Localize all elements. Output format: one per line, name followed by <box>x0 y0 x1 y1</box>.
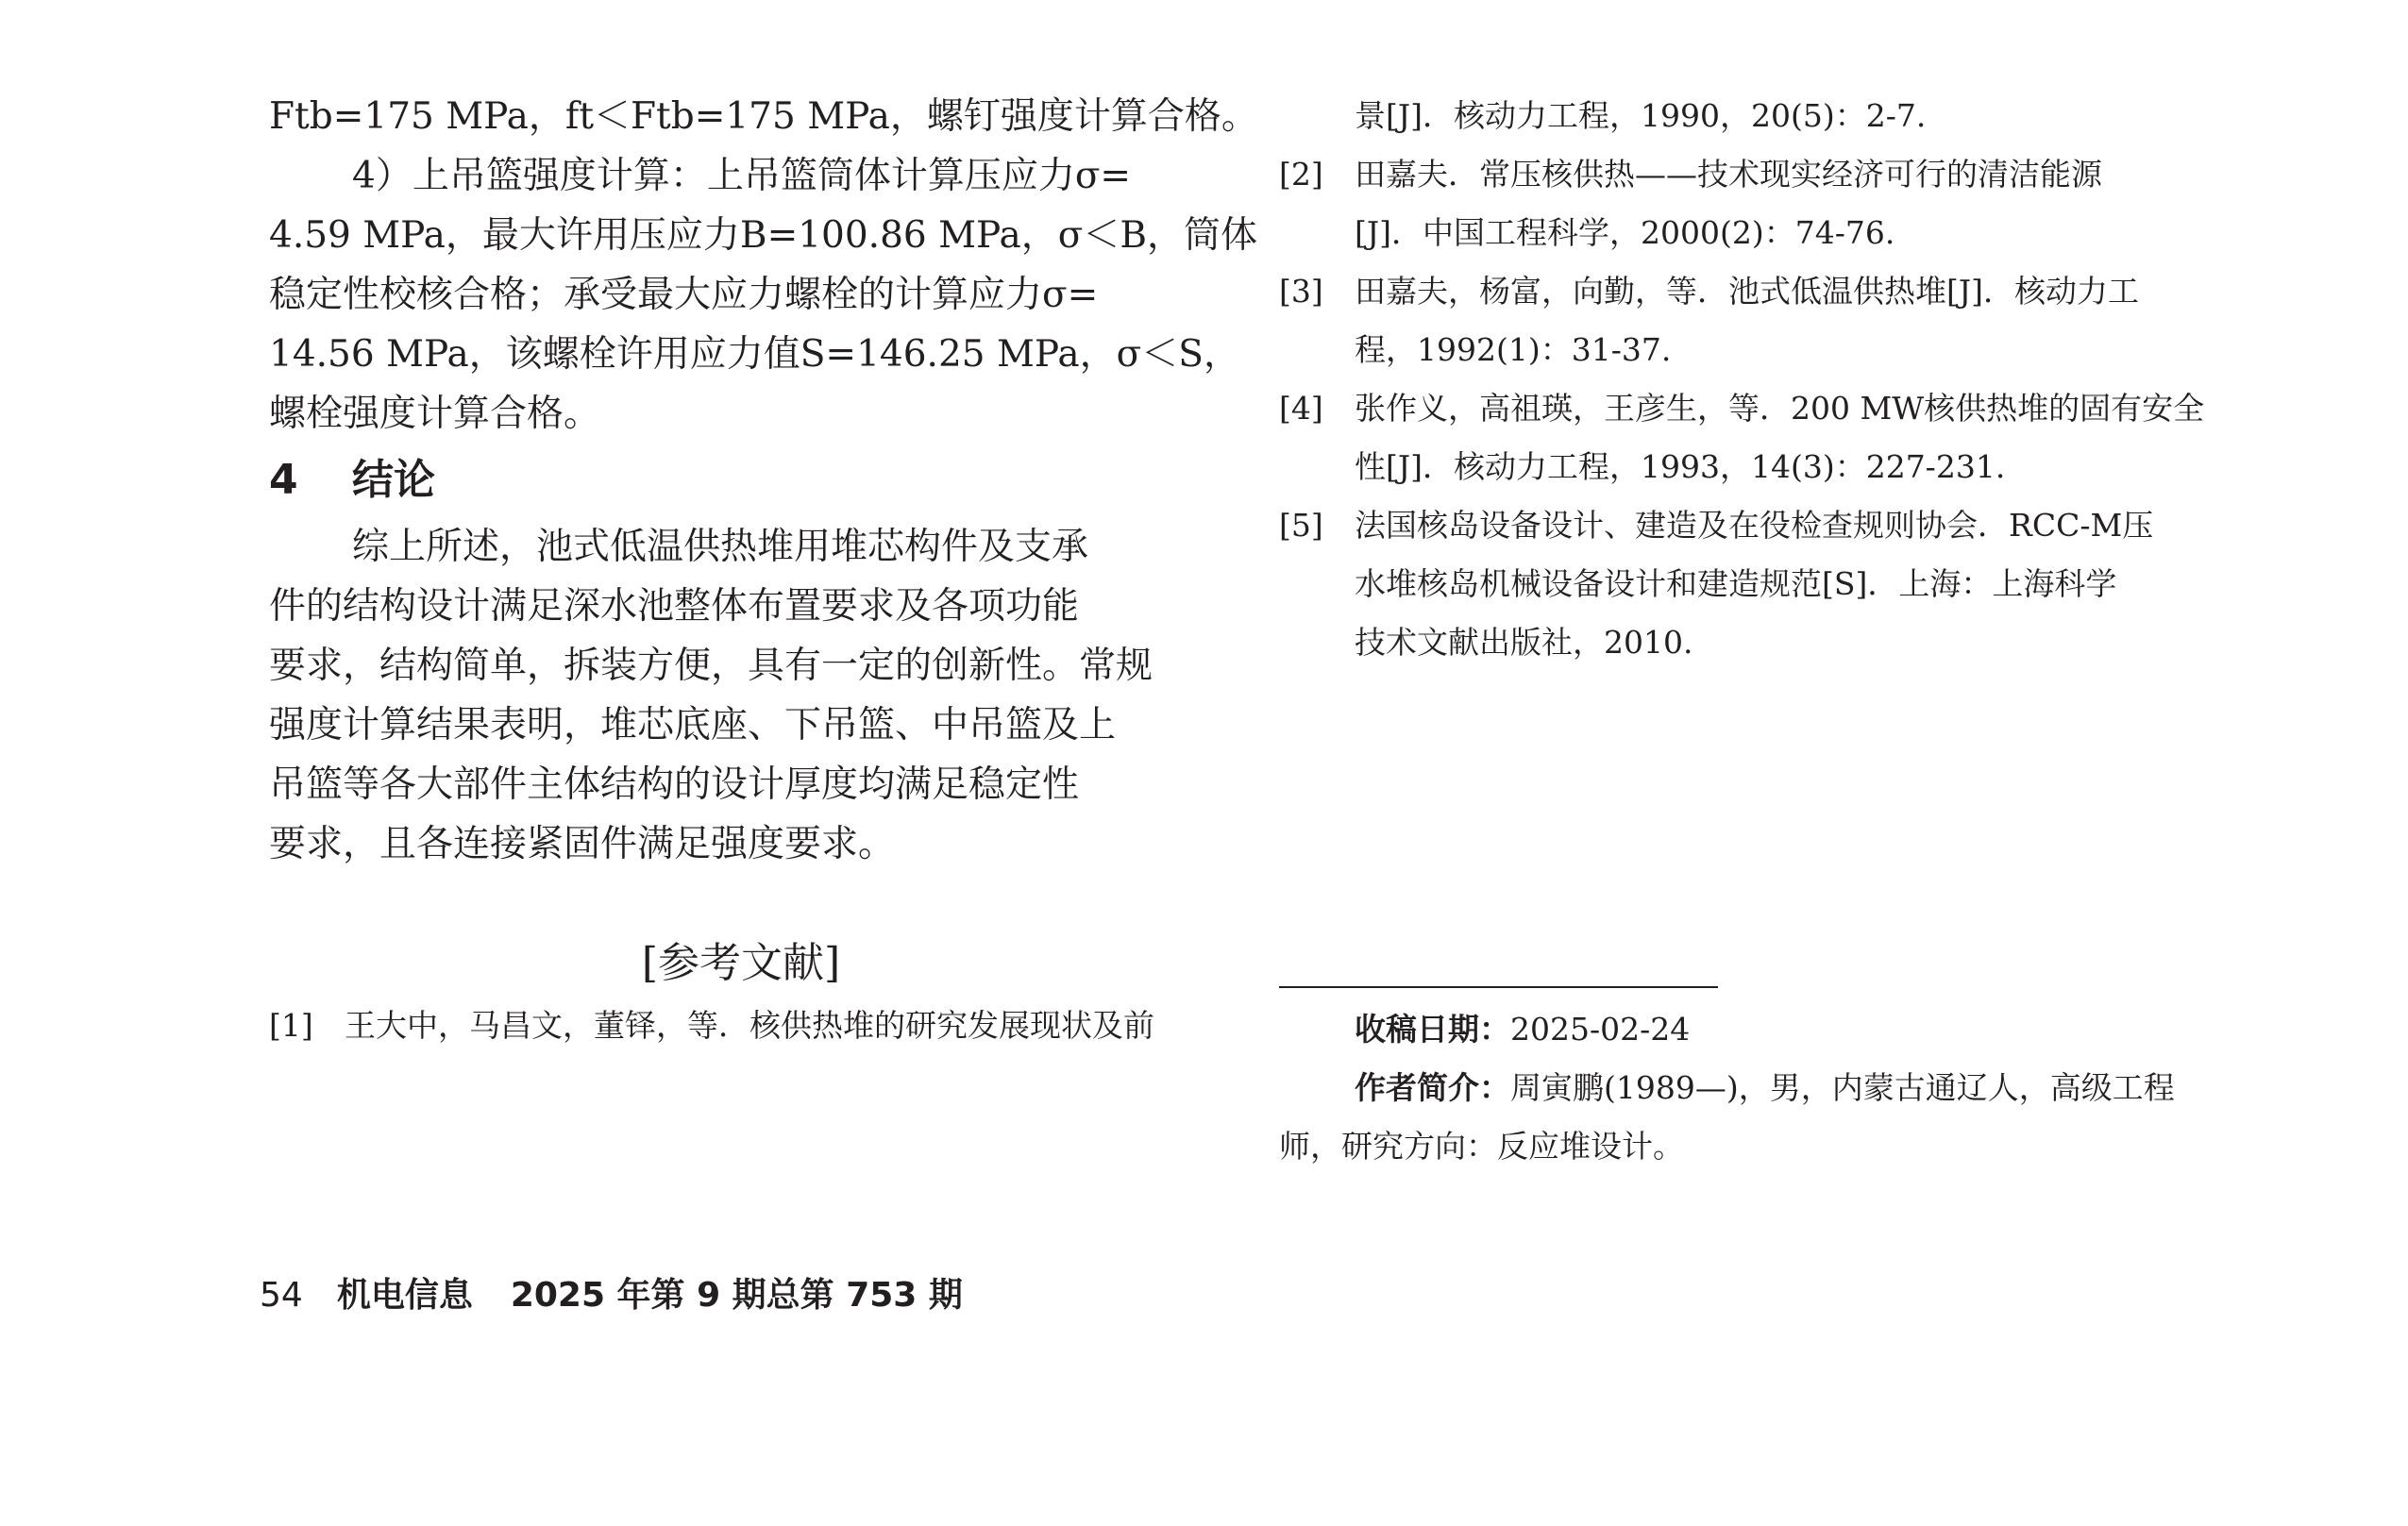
reference-tag: [4] <box>1279 390 1323 427</box>
reference-item <box>1279 379 2223 496</box>
reference-item <box>1279 145 2223 262</box>
reference-text: [J]．中国工程科学，2000(2)：74-76. <box>1355 214 1895 251</box>
page-footer <box>260 1272 963 1319</box>
reference-tag: [1] <box>269 1007 313 1044</box>
text-line: 稳定性校核合格；承受最大应力螺栓的计算应力σ= <box>269 274 1099 316</box>
reference-text: 水堆核岛机械设备设计和建造规范[S]．上海：上海科学 <box>1355 565 2117 602</box>
references-title: [参考文献] <box>641 939 841 987</box>
page-number: 54 <box>260 1276 303 1315</box>
left-column <box>269 87 1258 1055</box>
text-line: Ftb=175 MPa，ft＜Ftb=175 MPa，螺钉强度计算合格。 <box>269 95 1258 138</box>
article-notes <box>1279 1000 2223 1176</box>
text-line: 14.56 MPa，该螺栓许用应力值S=146.25 MPa，σ＜S， <box>269 333 1240 376</box>
text-line: 吊篮等各大部件主体结构的设计厚度均满足稳定性 <box>269 763 1080 806</box>
text-line: 要求，结构简单，拆装方便，具有一定的创新性。常规 <box>269 645 1153 687</box>
text-line: 综上所述，池式低温供热堆用堆芯构件及支承 <box>352 526 1089 568</box>
received-date-line <box>1279 1000 2223 1059</box>
author-line <box>1279 1059 2223 1117</box>
text-line: 螺栓强度计算合格。 <box>269 393 601 435</box>
received-label: 收稿日期： <box>1355 1011 1510 1048</box>
reference-text: 张作义，高祖瑛，王彦生，等．200 MW核供热堆的固有安全 <box>1355 390 2205 427</box>
author-label: 作者简介： <box>1355 1069 1510 1106</box>
author-text: 周寅鹏(1989—)，男，内蒙古通辽人，高级工程 <box>1510 1069 2175 1106</box>
reference-text: 田嘉夫，杨富，向勤，等．池式低温供热堆[J]．核动力工 <box>1355 273 2139 310</box>
section-heading <box>269 449 1213 511</box>
reference-item <box>1279 496 2223 672</box>
reference-text: 王大中，马昌文，董铎，等．核供热堆的研究发展现状及前 <box>345 1007 1154 1044</box>
reference-text: 田嘉夫．常压核供热——技术现实经济可行的清洁能源 <box>1355 156 2102 193</box>
reference-item <box>1279 262 2223 379</box>
author-line: 师，研究方向：反应堆设计。 <box>1279 1128 1684 1165</box>
reference-text: 技术文献出版社，2010. <box>1355 624 1693 661</box>
section-title: 结论 <box>352 456 435 504</box>
issue-info: 2025 年第 9 期总第 753 期 <box>510 1276 963 1315</box>
reference-item <box>269 997 1213 1055</box>
reference-tag: [5] <box>1279 507 1323 544</box>
reference-tag: [3] <box>1279 273 1323 310</box>
text-line: 要求，且各连接紧固件满足强度要求。 <box>269 823 896 865</box>
footnote-divider <box>1279 986 1718 988</box>
text-line: 件的结构设计满足深水池整体布置要求及各项功能 <box>269 585 1080 628</box>
text-line: 强度计算结果表明，堆芯底座、下吊篮、中吊篮及上 <box>269 704 1117 746</box>
reference-continuation: 景[J]．核动力工程，1990，20(5)：2-7. <box>1355 97 1927 134</box>
reference-text: 法国核岛设备设计、建造及在役检查规则协会．RCC-M压 <box>1355 507 2154 544</box>
reference-tag: [2] <box>1279 156 1323 193</box>
reference-text: 程，1992(1)：31-37. <box>1355 331 1672 368</box>
section-number: 4 <box>269 456 298 504</box>
reference-text: 性[J]．核动力工程，1993，14(3)：227-231. <box>1355 448 2006 485</box>
right-column <box>1279 87 2223 672</box>
text-line: 4）上吊篮强度计算：上吊篮筒体计算压应力σ= <box>352 155 1132 197</box>
received-date: 2025-02-24 <box>1510 1011 1691 1048</box>
text-line: 4.59 MPa，最大许用压应力B=100.86 MPa，σ＜B，筒体 <box>269 214 1258 257</box>
journal-name: 机电信息 <box>336 1276 473 1315</box>
